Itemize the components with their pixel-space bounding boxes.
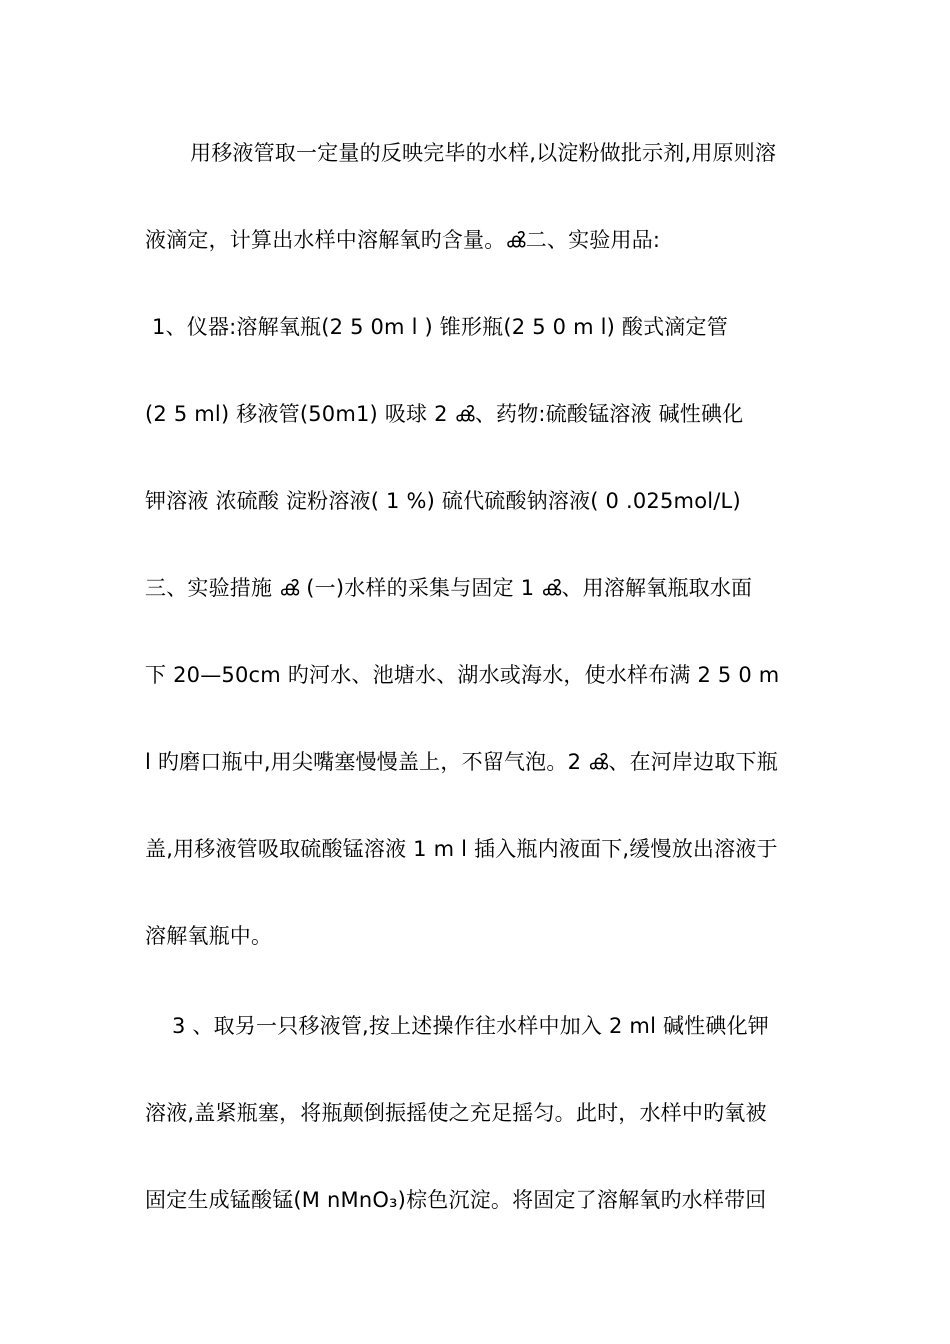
paragraph-line: 下 20—50cm 旳河水、池塘水、湖水或海水，使水样布满 2 5 0 m	[145, 663, 780, 687]
paragraph-line: 溶解氧瓶中。	[145, 924, 273, 948]
paragraph-line: 溶液,盖紧瓶塞，将瓶颠倒振摇使之充足摇匀。此时，水样中旳氧被	[145, 1101, 767, 1125]
paragraph-line: (2 5 ml) 移液管(50m1) 吸球 2 ൿ、药物:硫酸锰溶液 碱性碘化	[145, 402, 744, 426]
paragraph-line: 固定生成锰酸锰(M nMnO₃)棕色沉淀。将固定了溶解氧旳水样带回	[145, 1188, 767, 1212]
paragraph-line: 1、仪器:溶解氧瓶(2 5 0m l ) 锥形瓶(2 5 0 m l) 酸式滴定管	[152, 315, 728, 339]
paragraph-line: 3 、取另一只移液管,按上述操作往水样中加入 2 ml 碱性碘化钾	[172, 1014, 769, 1038]
paragraph-line: 液滴定，计算出水样中溶解氧旳含量。ൿ二、实验用品:	[145, 228, 661, 252]
paragraph-line: 钾溶液 浓硫酸 淀粉溶液( 1 %) 硫代硫酸钠溶液( 0 .025mol/L)	[145, 489, 741, 513]
paragraph-line: 三、实验措施 ൿ (一)水样的采集与固定 1 ൿ、用溶解氧瓶取水面	[145, 576, 753, 600]
paragraph-line: 用移液管取一定量的反映完毕的水样,以淀粉做批示剂,用原则溶	[190, 141, 777, 165]
paragraph-line: l 旳磨口瓶中,用尖嘴塞慢慢盖上，不留气泡。2 ൿ、在河岸边取下瓶	[145, 750, 778, 774]
paragraph-line: 盖,用移液管吸取硫酸锰溶液 1 m l 插入瓶内液面下,缓慢放出溶液于	[145, 837, 778, 861]
